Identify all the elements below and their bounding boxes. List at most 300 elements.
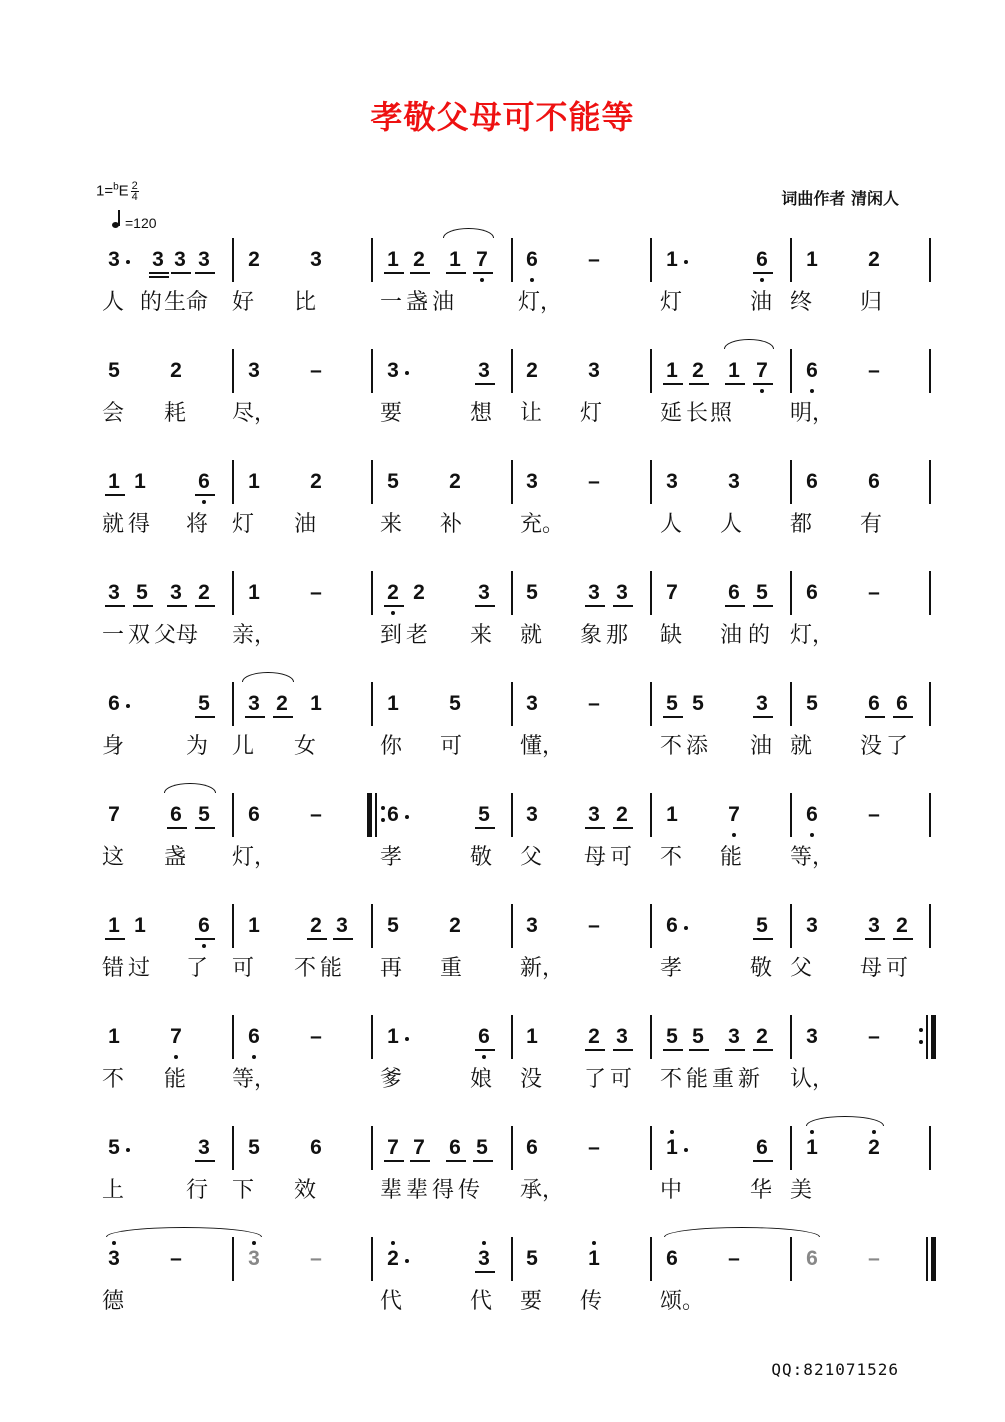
note: 7 <box>413 1136 425 1159</box>
augmentation-dot <box>126 260 130 264</box>
lyric-char: 油 <box>294 512 317 537</box>
lyric-char: 添 <box>686 734 709 759</box>
note: 5 <box>526 581 538 604</box>
bar-line <box>650 793 652 837</box>
lyric-char: 承 <box>520 1178 543 1203</box>
note: 6 <box>108 692 120 715</box>
lyric-punctuation: ， <box>542 734 565 759</box>
bar-line <box>511 793 513 837</box>
underline-beam <box>273 716 293 718</box>
song-title: 孝敬父母可不能等 <box>370 98 635 136</box>
note: 3 <box>478 359 490 382</box>
underline-beam <box>753 383 773 385</box>
note: 3 <box>526 692 538 715</box>
note: 2 <box>449 470 461 493</box>
lyric-char: 身 <box>102 734 125 759</box>
lyric-char: 新 <box>738 1067 761 1092</box>
lyric-char: 过 <box>128 956 151 981</box>
lyric-char: 你 <box>380 734 403 759</box>
note: 5 <box>198 692 210 715</box>
lyric-char: 可 <box>232 956 255 981</box>
lyric-char: 终 <box>790 290 813 315</box>
lyric-char: 代 <box>470 1289 493 1314</box>
slur-arc <box>106 1227 262 1237</box>
note: 3 <box>728 470 740 493</box>
note: 6 <box>868 692 880 715</box>
slur-arc <box>664 1227 820 1237</box>
repeat-end-thin <box>926 1015 928 1059</box>
bar-line <box>511 1015 513 1059</box>
lyric-char: 让 <box>520 401 543 426</box>
lyric-char: 油 <box>720 623 743 648</box>
note: 2 <box>310 914 322 937</box>
lyric-char: 灯 <box>790 623 813 648</box>
note: 1 <box>666 803 678 826</box>
bar-line <box>650 1237 652 1281</box>
underline-beam <box>384 272 404 274</box>
lyric-char: 父 <box>520 845 543 870</box>
low-octave-dot <box>810 833 814 837</box>
lyric-char: 象 <box>580 623 603 648</box>
lyric-char: 辈 <box>406 1178 429 1203</box>
note: 3 <box>387 359 399 382</box>
note: 5 <box>387 470 399 493</box>
bar-line <box>790 1126 792 1170</box>
lyric-char: 可 <box>440 734 463 759</box>
bar-line <box>650 460 652 504</box>
high-octave-dot <box>670 1130 674 1134</box>
underline-beam <box>446 1160 466 1162</box>
note: 3 <box>248 359 260 382</box>
lyric-char: 了 <box>886 734 909 759</box>
underline-beam <box>195 605 215 607</box>
lyric-char: 孝 <box>380 845 403 870</box>
note: 6 <box>310 1136 322 1159</box>
note: 6 <box>806 803 818 826</box>
underline-beam <box>171 272 191 274</box>
bar-line <box>511 682 513 726</box>
low-octave-dot <box>482 1055 486 1059</box>
lyric-char: 可 <box>610 845 633 870</box>
note: 3 <box>248 1247 260 1270</box>
repeat-start-thin <box>375 793 377 837</box>
bar-line <box>790 460 792 504</box>
lyric-char: 灯 <box>580 401 603 426</box>
repeat-end-thick <box>931 1015 936 1059</box>
underline-beam <box>149 272 169 274</box>
note: 3 <box>478 1247 490 1270</box>
low-octave-dot <box>391 611 395 615</box>
note: 6 <box>198 470 210 493</box>
key-tonic: E <box>118 182 129 200</box>
bar-line <box>232 793 234 837</box>
lyric-char: 娘 <box>470 1067 493 1092</box>
bar-line <box>511 238 513 282</box>
note: 1 <box>666 359 678 382</box>
lyric-char: 亲 <box>232 623 255 648</box>
lyric-char: 的 <box>140 290 163 315</box>
lyric-char: 新 <box>520 956 543 981</box>
augmentation-dot <box>405 815 409 819</box>
low-octave-dot <box>480 278 484 282</box>
underline-beam <box>475 1271 495 1273</box>
note: 1 <box>108 914 120 937</box>
underline-beam <box>195 938 215 940</box>
rest-dash: – <box>588 914 600 937</box>
note: 3 <box>198 1136 210 1159</box>
lyric-punctuation: ， <box>254 623 277 648</box>
note: 1 <box>248 470 260 493</box>
lyric-char: 爹 <box>380 1067 403 1092</box>
underline-beam <box>410 1160 430 1162</box>
underline-beam <box>663 716 683 718</box>
low-octave-dot <box>760 389 764 393</box>
augmentation-dot <box>405 1037 409 1041</box>
bar-line <box>790 1237 792 1281</box>
note: 2 <box>413 248 425 271</box>
note: 1 <box>248 914 260 937</box>
repeat-dot <box>919 1028 923 1032</box>
lyric-char: 不 <box>660 734 683 759</box>
underline-beam <box>105 605 125 607</box>
lyric-char: 错 <box>102 956 125 981</box>
bar-line <box>232 1237 234 1281</box>
rest-dash: – <box>588 248 600 271</box>
lyric-char: 下 <box>232 1178 255 1203</box>
lyric-char: 不 <box>660 845 683 870</box>
underline-beam <box>195 494 215 496</box>
low-octave-dot <box>732 833 736 837</box>
note: 6 <box>449 1136 461 1159</box>
bar-line <box>371 1126 373 1170</box>
lyric-char: 可 <box>886 956 909 981</box>
flat-sign: b <box>113 181 119 193</box>
lyric-char: 有 <box>860 512 883 537</box>
bar-line <box>650 1126 652 1170</box>
bar-line <box>371 1237 373 1281</box>
bar-line <box>790 238 792 282</box>
bar-line <box>371 1015 373 1059</box>
augmentation-dot <box>684 1148 688 1152</box>
lyric-char: 将 <box>186 512 209 537</box>
bar-line <box>929 238 931 282</box>
lyric-char: 人 <box>720 512 743 537</box>
high-octave-dot <box>112 1241 116 1245</box>
note: 2 <box>198 581 210 604</box>
lyric-char: 女 <box>294 734 317 759</box>
note: 1 <box>387 248 399 271</box>
lyric-char: 缺 <box>660 623 683 648</box>
lyric-char: 不 <box>294 956 317 981</box>
note: 3 <box>806 914 818 937</box>
augmentation-dot <box>684 260 688 264</box>
lyric-punctuation: ， <box>812 1067 835 1092</box>
note: 5 <box>449 692 461 715</box>
note: 6 <box>666 914 678 937</box>
lyric-char: 没 <box>520 1067 543 1092</box>
note: 7 <box>756 359 768 382</box>
note: 3 <box>616 581 628 604</box>
low-octave-dot <box>174 1055 178 1059</box>
underline-beam <box>753 605 773 607</box>
bar-line <box>790 571 792 615</box>
lyric-char: 辈 <box>380 1178 403 1203</box>
note: 1 <box>310 692 322 715</box>
note: 7 <box>387 1136 399 1159</box>
note: 6 <box>248 803 260 826</box>
lyric-char: 比 <box>294 290 317 315</box>
note: 6 <box>526 1136 538 1159</box>
note: 3 <box>526 914 538 937</box>
underline-beam <box>753 1160 773 1162</box>
note: 6 <box>756 1136 768 1159</box>
lyric-punctuation: ， <box>542 1178 565 1203</box>
lyric-char: 的 <box>748 623 771 648</box>
lyric-char: 充 <box>520 512 543 537</box>
low-octave-dot <box>810 389 814 393</box>
note: 5 <box>108 1136 120 1159</box>
meter-top: 2 <box>131 180 138 192</box>
bar-line <box>929 1126 931 1170</box>
bar-line <box>232 349 234 393</box>
note: 6 <box>666 1247 678 1270</box>
note: 2 <box>616 803 628 826</box>
slur-arc <box>164 783 216 793</box>
underline-beam <box>753 272 773 274</box>
lyric-char: 重 <box>712 1067 735 1092</box>
lyric-char: 不 <box>102 1067 125 1092</box>
lyric-char: 灯 <box>660 290 683 315</box>
note: 6 <box>806 1247 818 1270</box>
lyric-char: 父 <box>790 956 813 981</box>
lyric-char: 这 <box>102 845 125 870</box>
note: 7 <box>476 248 488 271</box>
note: 3 <box>108 581 120 604</box>
note: 1 <box>449 248 461 271</box>
rest-dash: – <box>310 1025 322 1048</box>
underline-beam <box>333 938 353 940</box>
underline-beam <box>753 1049 773 1051</box>
quarter-note-icon <box>112 222 119 228</box>
bar-line <box>232 460 234 504</box>
bar-line <box>371 904 373 948</box>
repeat-start-thick <box>367 793 372 837</box>
lyric-char: 延 <box>660 401 683 426</box>
lyric-char: 父 <box>154 623 177 648</box>
rest-dash: – <box>170 1247 182 1270</box>
underline-beam <box>689 383 709 385</box>
bar-line <box>232 904 234 948</box>
note: 1 <box>134 914 146 937</box>
lyric-char: 灯 <box>518 290 541 315</box>
lyric-char: 就 <box>102 512 125 537</box>
underline-beam <box>195 1160 215 1162</box>
note: 6 <box>248 1025 260 1048</box>
lyric-char: 传 <box>458 1178 481 1203</box>
bar-line <box>929 349 931 393</box>
lyric-char: 一 <box>380 290 403 315</box>
note: 3 <box>868 914 880 937</box>
lyric-char: 双 <box>128 623 151 648</box>
note: 5 <box>526 1247 538 1270</box>
note: 5 <box>108 359 120 382</box>
lyric-char: 命 <box>186 290 209 315</box>
repeat-dot <box>919 1040 923 1044</box>
note: 5 <box>476 1136 488 1159</box>
bar-line <box>371 460 373 504</box>
bar-line <box>650 682 652 726</box>
lyric-char: 敬 <box>470 845 493 870</box>
note: 6 <box>728 581 740 604</box>
lyric-char: 认 <box>790 1067 813 1092</box>
lyric-char: 照 <box>710 401 733 426</box>
bar-line <box>650 571 652 615</box>
bar-line <box>790 1015 792 1059</box>
lyric-char: 母 <box>176 623 199 648</box>
bar-line <box>232 238 234 282</box>
lyric-punctuation: ， <box>540 290 563 315</box>
note: 2 <box>896 914 908 937</box>
lyric-char: 人 <box>660 512 683 537</box>
underline-beam <box>410 272 430 274</box>
underline-beam <box>613 827 633 829</box>
note: 2 <box>248 248 260 271</box>
underline-beam <box>865 938 885 940</box>
note: 6 <box>170 803 182 826</box>
underline-beam <box>585 1049 605 1051</box>
note: 1 <box>108 470 120 493</box>
note: 3 <box>616 1025 628 1048</box>
lyric-char: 可 <box>610 1067 633 1092</box>
lyric-char: 来 <box>380 512 403 537</box>
underline-beam <box>893 938 913 940</box>
note: 3 <box>310 248 322 271</box>
bar-line <box>232 1015 234 1059</box>
note: 1 <box>588 1247 600 1270</box>
note: 5 <box>756 581 768 604</box>
augmentation-dot <box>684 926 688 930</box>
note: 2 <box>692 359 704 382</box>
lyric-punctuation: ， <box>254 1067 277 1092</box>
lyric-char: 母 <box>860 956 883 981</box>
lyric-char: 没 <box>860 734 883 759</box>
lyric-char: 上 <box>102 1178 125 1203</box>
bar-line <box>650 238 652 282</box>
bar-line <box>929 460 931 504</box>
bar-line <box>790 904 792 948</box>
note: 3 <box>756 692 768 715</box>
underline-beam <box>475 827 495 829</box>
note: 3 <box>806 1025 818 1048</box>
underline-beam <box>753 716 773 718</box>
slur-arc <box>806 1116 884 1126</box>
note: 2 <box>588 1025 600 1048</box>
bar-line <box>929 682 931 726</box>
lyric-char: 等 <box>232 1067 255 1092</box>
lyric-char: 就 <box>790 734 813 759</box>
lyric-char: 耗 <box>164 401 187 426</box>
note: 2 <box>526 359 538 382</box>
note: 7 <box>666 581 678 604</box>
lyric-punctuation: ， <box>812 845 835 870</box>
underline-beam <box>475 1049 495 1051</box>
note: 2 <box>387 581 399 604</box>
lyric-char: 明 <box>790 401 813 426</box>
lyric-punctuation: 。 <box>682 1289 705 1314</box>
note: 6 <box>198 914 210 937</box>
note: 3 <box>666 470 678 493</box>
lyric-char: 不 <box>660 1067 683 1092</box>
note: 3 <box>526 803 538 826</box>
note: 1 <box>806 248 818 271</box>
note: 2 <box>449 914 461 937</box>
lyric-char: 要 <box>380 401 403 426</box>
lyric-char: 德 <box>102 1289 125 1314</box>
note: 6 <box>756 248 768 271</box>
bar-line <box>790 349 792 393</box>
rest-dash: – <box>728 1247 740 1270</box>
lyric-char: 华 <box>750 1178 773 1203</box>
note: 7 <box>108 803 120 826</box>
lyric-char: 能 <box>686 1067 709 1092</box>
note: 1 <box>387 692 399 715</box>
lyric-char: 就 <box>520 623 543 648</box>
lyric-char: 了 <box>584 1067 607 1092</box>
lyric-char: 一 <box>102 623 125 648</box>
lyric-punctuation: ， <box>254 845 277 870</box>
underline-beam <box>689 1049 709 1051</box>
lyric-char: 颂 <box>660 1289 683 1314</box>
note: 6 <box>478 1025 490 1048</box>
note: 3 <box>588 359 600 382</box>
note: 2 <box>868 248 880 271</box>
bar-line <box>790 682 792 726</box>
lyric-char: 效 <box>294 1178 317 1203</box>
note: 1 <box>387 1025 399 1048</box>
underline-beam <box>245 716 265 718</box>
note: 1 <box>108 1025 120 1048</box>
note: 6 <box>868 470 880 493</box>
lyric-char: 了 <box>186 956 209 981</box>
note: 3 <box>336 914 348 937</box>
underline-beam <box>384 1160 404 1162</box>
bar-line <box>232 682 234 726</box>
lyric-punctuation: ， <box>254 401 277 426</box>
note: 3 <box>198 248 210 271</box>
lyric-char: 能 <box>720 845 743 870</box>
rest-dash: – <box>868 581 880 604</box>
underline-beam <box>195 827 215 829</box>
bar-line <box>511 349 513 393</box>
key-signature <box>96 181 139 202</box>
rest-dash: – <box>310 1247 322 1270</box>
lyric-punctuation: 。 <box>542 512 565 537</box>
note: 2 <box>868 1136 880 1159</box>
bar-line <box>650 904 652 948</box>
note: 6 <box>526 248 538 271</box>
rest-dash: – <box>588 692 600 715</box>
low-octave-dot <box>202 944 206 948</box>
underline-beam <box>307 938 327 940</box>
high-octave-dot <box>810 1130 814 1134</box>
bar-line <box>929 904 931 948</box>
note: 3 <box>108 248 120 271</box>
tempo-value: =120 <box>125 215 157 231</box>
note: 1 <box>134 470 146 493</box>
note: 2 <box>413 581 425 604</box>
note: 3 <box>588 803 600 826</box>
underline-beam <box>753 938 773 940</box>
